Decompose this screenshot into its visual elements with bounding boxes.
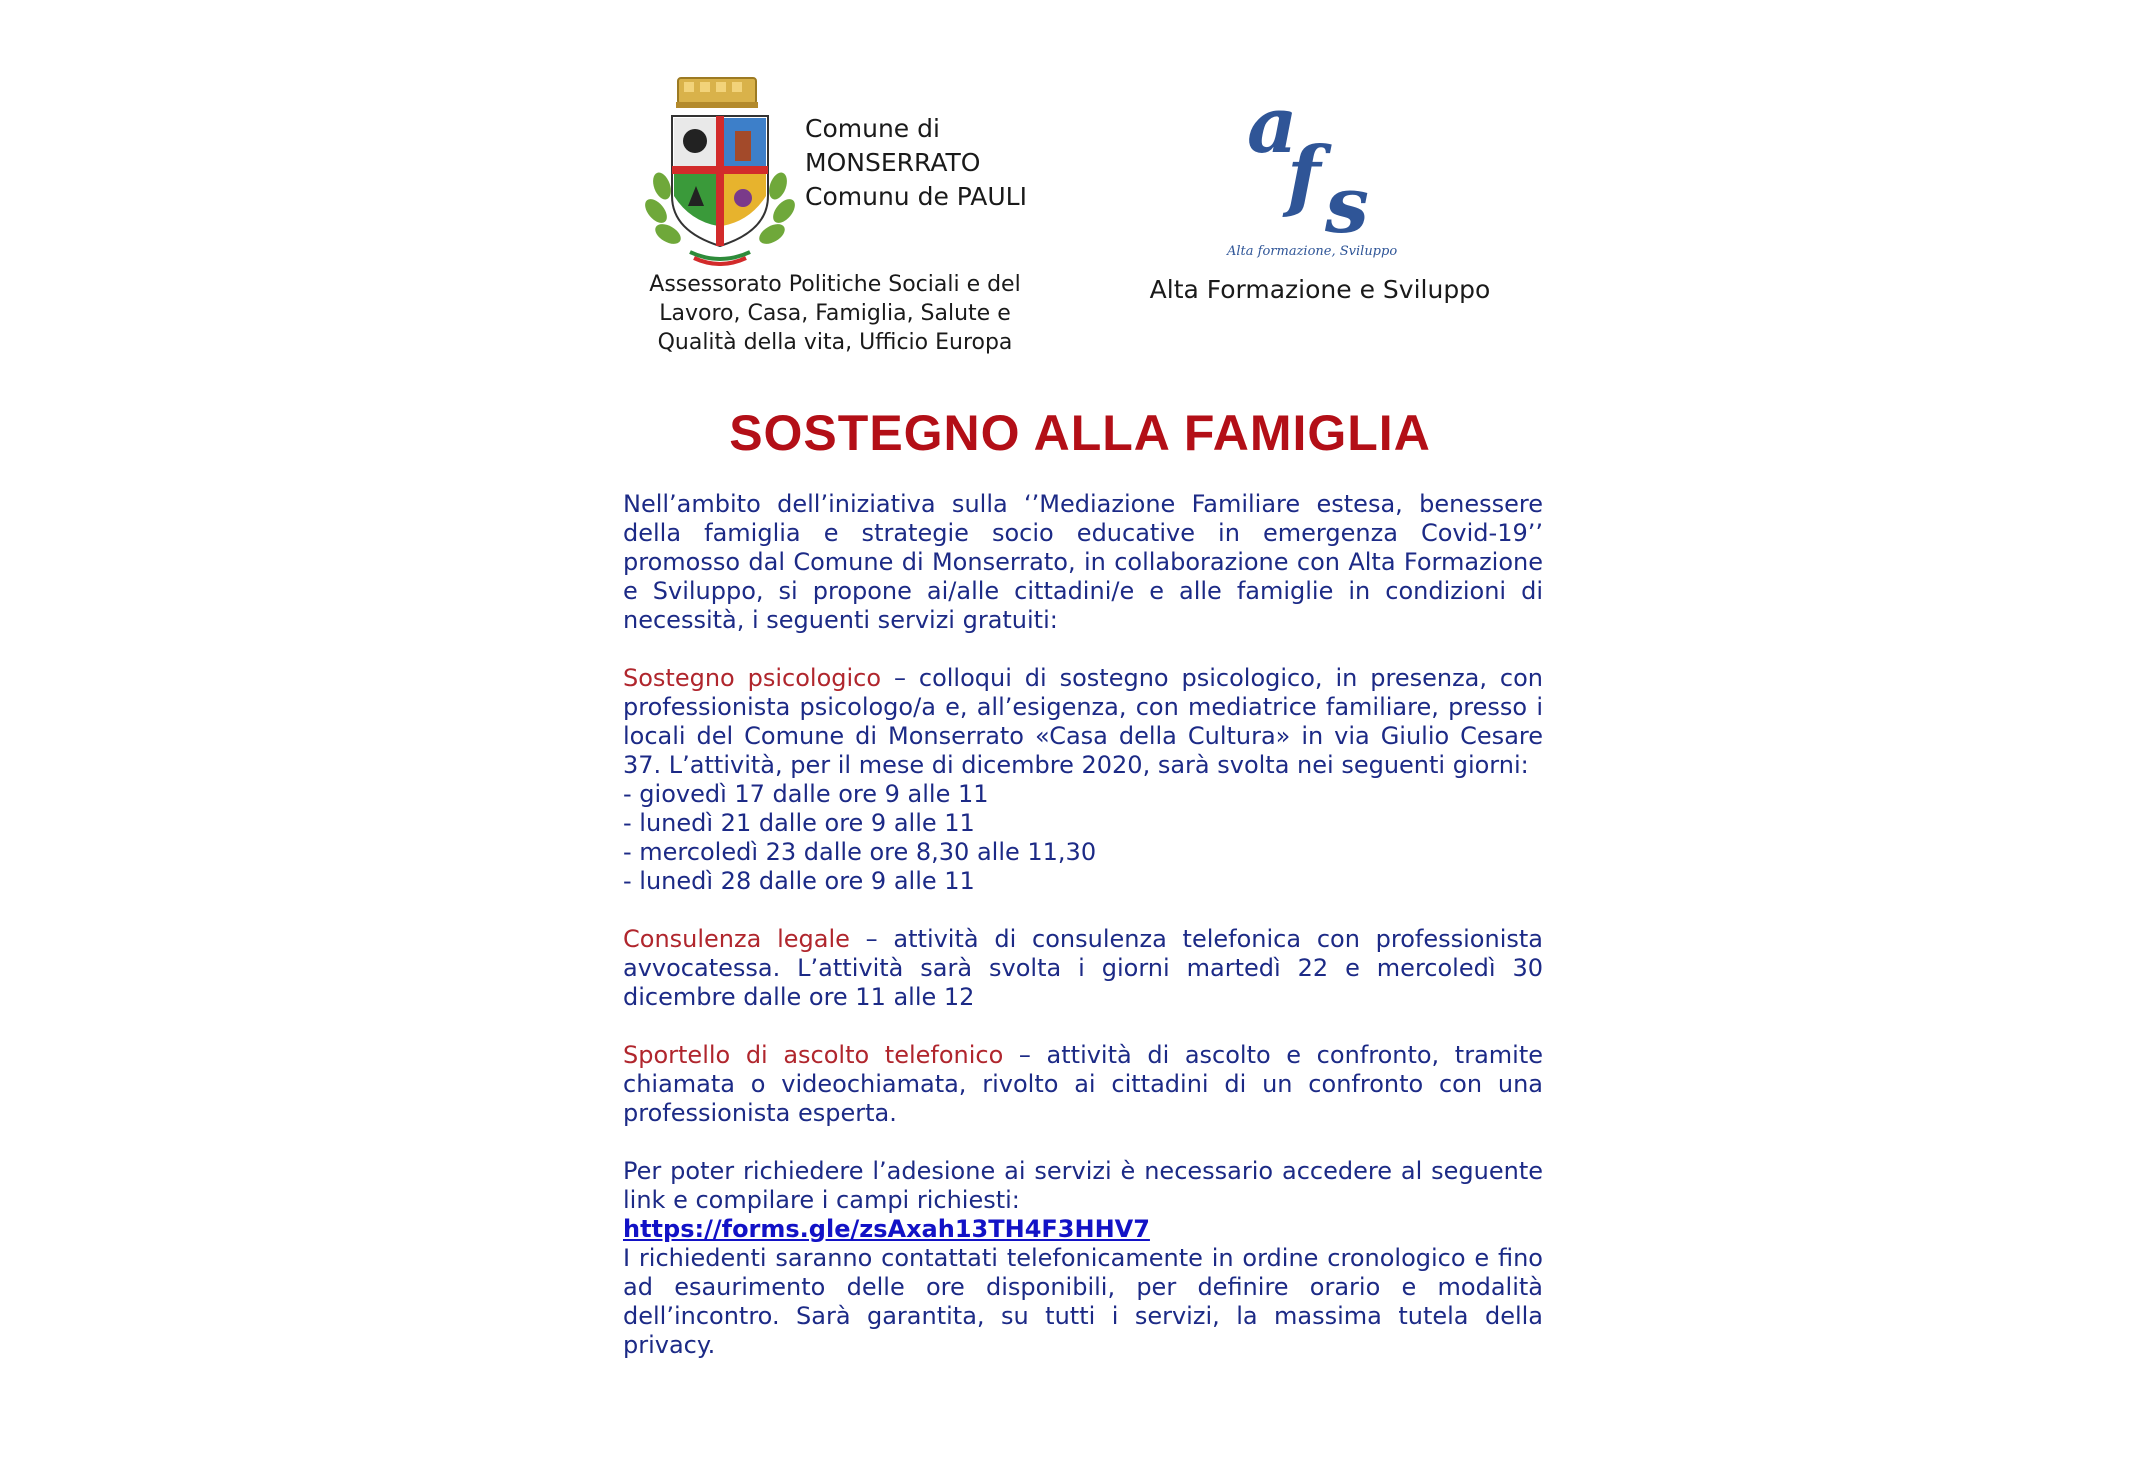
service-description: – colloqui di sostegno psicologico, in presenza, con professionista psicologo/a e, all’esigenza, con mediatrice familiare, presso i locali del Comune di Monserrato «Casa della Cultura» in via Giulio Cesare 37. L’attività, per il mese di dicembre 2020, sarà svolta nei seguenti giorni: (623, 664, 1543, 779)
comune-line: Comune di (805, 114, 940, 143)
service-psicologico (623, 664, 1543, 780)
svg-text:a: a (1247, 92, 1298, 171)
assessorato-line: Lavoro, Casa, Famiglia, Salute e (659, 301, 1011, 326)
service-description: – attività di consulenza telefonica con professionista avvocatessa. L’attività sarà svolta i giorni martedì 22 e mercoledì 30 dicembre dalle ore 11 alle 12 (623, 925, 1543, 1011)
closing-paragraph: I richiedenti saranno contattati telefonicamente in ordine cronologico e fino ad esaurimento delle ore disponibili, per definire orario e modalità dell’incontro. Sarà garantita, su tutti i servizi, la massima tutela della privacy. (623, 1244, 1543, 1359)
svg-text:f: f (1287, 130, 1321, 221)
list-item: - lunedì 21 dalle ore 9 alle 11 (623, 809, 975, 837)
adesione-paragraph: Per poter richiedere l’adesione ai servizi è necessario accedere al seguente link e compilare i campi richiesti: (623, 1157, 1543, 1214)
form-link[interactable]: https://forms.gle/zsAxah13TH4F3HHV7 (623, 1215, 1150, 1243)
page-title: SOSTEGNO ALLA FAMIGLIA (729, 405, 1431, 461)
shield-icon (672, 116, 768, 246)
service-sportello (623, 1041, 1543, 1128)
list-item: - lunedì 28 dalle ore 9 alle 11 (623, 867, 975, 895)
assessorato-line: Assessorato Politiche Sociali e del (649, 272, 1021, 297)
service-label: Sportello di ascolto telefonico (623, 1041, 1004, 1069)
assessorato-caption (630, 270, 1040, 357)
comune-line: Comunu de PAULI (805, 182, 1027, 211)
service-label: Sostegno psicologico (623, 664, 882, 692)
list-item: - mercoledì 23 dalle ore 8,30 alle 11,30 (623, 838, 1097, 866)
schedule-list (623, 780, 1543, 896)
list-item: - giovedì 17 dalle ore 9 alle 11 (623, 780, 989, 808)
document-body (623, 490, 1543, 1389)
intro-paragraph: Nell’ambito dell’iniziativa sulla ‘’Mediazione Familiare estesa, benessere della famiglia e strategie socio educative in emergenza Covid-19’’ promosso dal Comune di Monserrato, in collaborazione con Alta Formazione e Sviluppo, si propone ai/alle cittadini/e e alle famiglie in condizioni di necessità, i seguenti servizi gratuiti: (623, 490, 1543, 634)
afs-logo-subtitle: Alta formazione, Sviluppo (1227, 244, 1398, 259)
service-legale (623, 925, 1543, 1012)
svg-text:s: s (1325, 160, 1369, 251)
afs-logo (1225, 92, 1405, 262)
service-description: – attività di ascolto e confronto, tramite chiamata o videochiamata, rivolto ai cittadini di un confronto con una professionista esperta. (623, 1041, 1544, 1127)
crown-icon (676, 78, 758, 108)
comune-coat-of-arms-logo (640, 76, 800, 266)
comune-name (805, 112, 1027, 214)
service-label: Consulenza legale (623, 925, 850, 953)
comune-line: MONSERRATO (805, 148, 981, 177)
afs-name: Alta Formazione e Sviluppo (1149, 275, 1491, 304)
assessorato-line: Qualità della vita, Ufficio Europa (657, 330, 1013, 355)
